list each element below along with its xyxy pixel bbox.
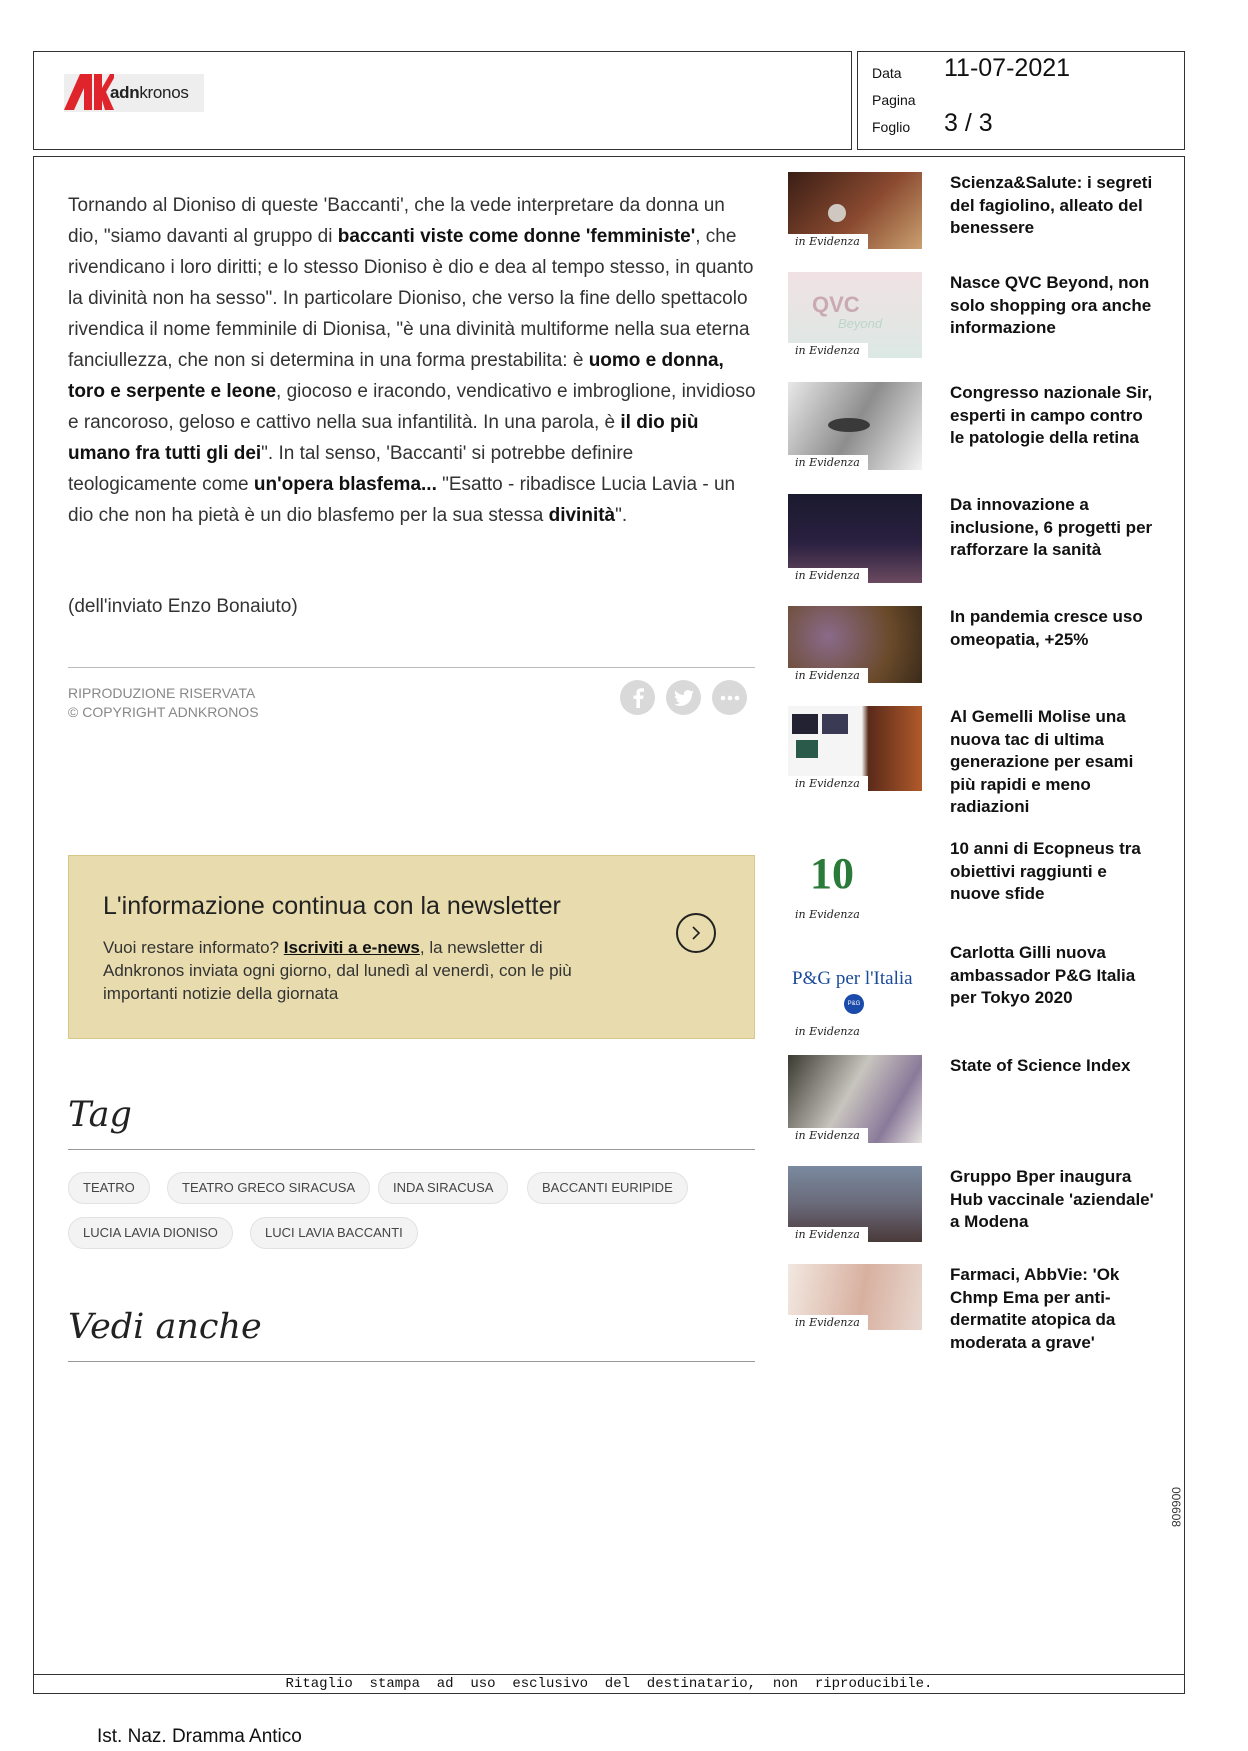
sidebar-thumbnail bbox=[788, 494, 922, 583]
article-body bbox=[68, 190, 758, 531]
scan-image bbox=[792, 714, 818, 734]
qvc-logo: QVC bbox=[812, 292, 860, 317]
chevron-right-icon bbox=[691, 926, 701, 940]
newsletter-text-after: , la newsletter di Adnkronos inviata ogni giorno, dal lunedì al venerdì, con le più importanti notizie della giornata bbox=[103, 938, 572, 1003]
article-bold-4: un'opera blasfema... bbox=[253, 474, 437, 495]
article-text-5: "Esatto - ribadisce Lucia Lavia - un dio che non ha pietà è un dio blasfemo per la sua stessa bbox=[68, 474, 736, 526]
article-bold-2: uomo e donna, toro e serpente e leone bbox=[68, 350, 724, 402]
sidebar-thumbnail bbox=[788, 1264, 922, 1330]
article-bold-3: il dio più umano fra tutti gli dei bbox=[68, 412, 699, 464]
in-evidenza-badge: in Evidenza bbox=[788, 568, 868, 583]
pagina-label: Pagina bbox=[872, 92, 916, 108]
sidebar-thumbnail bbox=[788, 1055, 922, 1143]
related-heading: Vedi anche bbox=[68, 1307, 262, 1347]
article-text-3: , giocoso e iracondo, vendicativo e imbroglione, invidioso e rancoroso, geloso e cattivo nella sua infantilità. In una parola, è bbox=[68, 381, 756, 433]
in-evidenza-badge: in Evidenza bbox=[788, 1024, 868, 1039]
sidebar-thumbnail bbox=[788, 838, 922, 922]
article-text-4: ". In tal senso, 'Baccanti' si potrebbe definire teologicamente come bbox=[68, 443, 634, 495]
sidebar-item-title: Farmaci, AbbVie: 'Ok Chmp Ema per anti-dermatite atopica da moderata a grave' bbox=[950, 1265, 1120, 1352]
in-evidenza-badge: in Evidenza bbox=[788, 343, 868, 358]
logo-text-bold: adn bbox=[110, 83, 140, 102]
tag-baccanti-euripide[interactable]: BACCANTI EURIPIDE bbox=[527, 1172, 688, 1204]
in-evidenza-badge: in Evidenza bbox=[788, 907, 868, 922]
header-meta-box bbox=[857, 51, 1185, 150]
sidebar-item-title: Scienza&Salute: i segreti del fagiolino, alleato del benessere bbox=[950, 173, 1153, 237]
facebook-icon bbox=[632, 688, 644, 708]
newsletter-title: L'informazione continua con la newsletter bbox=[103, 892, 561, 920]
article-byline: (dell'inviato Enzo Bonaiuto) bbox=[68, 596, 298, 617]
foglio-label: Foglio bbox=[872, 119, 911, 135]
article-text-6: ". bbox=[615, 505, 628, 526]
adnkronos-logo-icon bbox=[64, 74, 114, 112]
scan-image bbox=[796, 740, 818, 758]
twitter-share-button[interactable] bbox=[666, 680, 701, 715]
sidebar-item-title: Gruppo Bper inaugura Hub vaccinale 'aziendale' a Modena bbox=[950, 1167, 1154, 1231]
facebook-share-button[interactable] bbox=[620, 680, 655, 715]
newsletter-subscribe-link[interactable]: Iscriviti a e-news bbox=[283, 938, 420, 957]
sidebar-thumbnail bbox=[788, 1166, 922, 1242]
sidebar-item-title: Nasce QVC Beyond, non solo shopping ora anche informazione bbox=[950, 273, 1152, 337]
sidebar-thumbnail bbox=[788, 942, 922, 1039]
qvc-beyond-text: Beyond bbox=[838, 316, 883, 331]
tag-teatro-greco-siracusa[interactable]: TEATRO GRECO SIRACUSA bbox=[167, 1172, 370, 1204]
in-evidenza-badge: in Evidenza bbox=[788, 668, 868, 683]
header-logo-box bbox=[33, 51, 852, 150]
pg-badge-icon: P&G bbox=[844, 994, 864, 1014]
sidebar-thumbnail bbox=[788, 382, 922, 470]
tag-teatro[interactable]: TEATRO bbox=[68, 1172, 150, 1204]
article-text-1: Tornando al Dioniso di queste 'Baccanti', che la vede interpretare da donna un dio, "siamo davanti al gruppo di bbox=[68, 195, 725, 247]
recipient-name: Ist. Naz. Dramma Antico bbox=[97, 1726, 302, 1747]
in-evidenza-badge: in Evidenza bbox=[788, 1227, 868, 1242]
tags-heading: Tag bbox=[68, 1095, 132, 1135]
eye-icon bbox=[828, 418, 870, 432]
in-evidenza-badge: in Evidenza bbox=[788, 776, 868, 791]
article-bold-5: divinità bbox=[548, 505, 616, 526]
sidebar-item-title: Congresso nazionale Sir, esperti in campo contro le patologie della retina bbox=[950, 383, 1153, 447]
tag-luci-lavia-baccanti[interactable]: LUCI LAVIA BACCANTI bbox=[250, 1217, 418, 1249]
article-divider bbox=[68, 667, 755, 668]
sidebar-thumbnail bbox=[788, 606, 922, 683]
sidebar-item-title: Carlotta Gilli nuova ambassador P&G Italia per Tokyo 2020 bbox=[950, 943, 1136, 1007]
play-icon bbox=[828, 204, 846, 222]
sidebar-thumbnail bbox=[788, 706, 922, 791]
more-dots-icon bbox=[720, 695, 740, 701]
sidebar-item-title: Da innovazione a inclusione, 6 progetti per rafforzare la sanità bbox=[950, 495, 1153, 559]
scan-image bbox=[822, 714, 848, 734]
logo-text-rest: kronos bbox=[139, 83, 189, 102]
newsletter-text-before: Vuoi restare informato? bbox=[103, 938, 284, 957]
sidebar-item-title: Al Gemelli Molise una nuova tac di ultima generazione per esami più rapidi e meno radiazioni bbox=[950, 707, 1134, 816]
tags-divider bbox=[68, 1149, 755, 1150]
related-divider bbox=[68, 1361, 755, 1362]
in-evidenza-badge: in Evidenza bbox=[788, 1128, 868, 1143]
pg-italia-logo: P&G per l'Italia bbox=[792, 968, 913, 989]
article-text-2: , che rivendicano i loro diritti; e lo stesso Dioniso è dio e dea al tempo stesso, in quanto la divinità non ha sesso". In particolare Dioniso, che verso la fine dello spettacolo rivendica il nome femminile di Dionisa, "è una divinità multiforme nella sua eterna fanciullezza, che non si determina in una forma prestabilita: è bbox=[68, 226, 754, 371]
copyright-line-2: © COPYRIGHT ADNKRONOS bbox=[68, 704, 259, 720]
sidebar-thumbnail bbox=[788, 172, 922, 249]
document-code: 006608 bbox=[1169, 1487, 1183, 1528]
tag-inda-siracusa[interactable]: INDA SIRACUSA bbox=[378, 1172, 508, 1204]
adnkronos-logo[interactable] bbox=[64, 74, 204, 112]
clipping-notice: Ritaglio stampa ad uso esclusivo del destinatario, non riproducibile. bbox=[33, 1674, 1185, 1694]
in-evidenza-badge: in Evidenza bbox=[788, 234, 868, 249]
ecopneus-logo: 10 bbox=[810, 849, 854, 898]
copyright-line-1: RIPRODUZIONE RISERVATA bbox=[68, 685, 256, 701]
data-value: 11-07-2021 bbox=[944, 54, 1071, 82]
foglio-value: 3 / 3 bbox=[944, 109, 993, 137]
sidebar-item-title: 10 anni di Ecopneus tra obiettivi raggiunti e nuove sfide bbox=[950, 839, 1141, 903]
sidebar-item-title: In pandemia cresce uso omeopatia, +25% bbox=[950, 607, 1143, 649]
in-evidenza-badge: in Evidenza bbox=[788, 455, 868, 470]
newsletter-box bbox=[68, 855, 755, 1039]
newsletter-arrow-button[interactable] bbox=[676, 913, 716, 953]
article-bold-1: baccanti viste come donne 'femministe' bbox=[337, 226, 696, 247]
tag-lucia-lavia-dioniso[interactable]: LUCIA LAVIA DIONISO bbox=[68, 1217, 233, 1249]
in-evidenza-badge: in Evidenza bbox=[788, 1315, 868, 1330]
copyright-notice bbox=[68, 684, 259, 722]
sidebar-item-title: State of Science Index bbox=[950, 1056, 1131, 1075]
more-share-button[interactable] bbox=[712, 680, 747, 715]
data-label: Data bbox=[872, 65, 902, 81]
newsletter-text bbox=[103, 936, 593, 1005]
sidebar-thumbnail bbox=[788, 272, 922, 358]
twitter-icon bbox=[674, 690, 694, 706]
